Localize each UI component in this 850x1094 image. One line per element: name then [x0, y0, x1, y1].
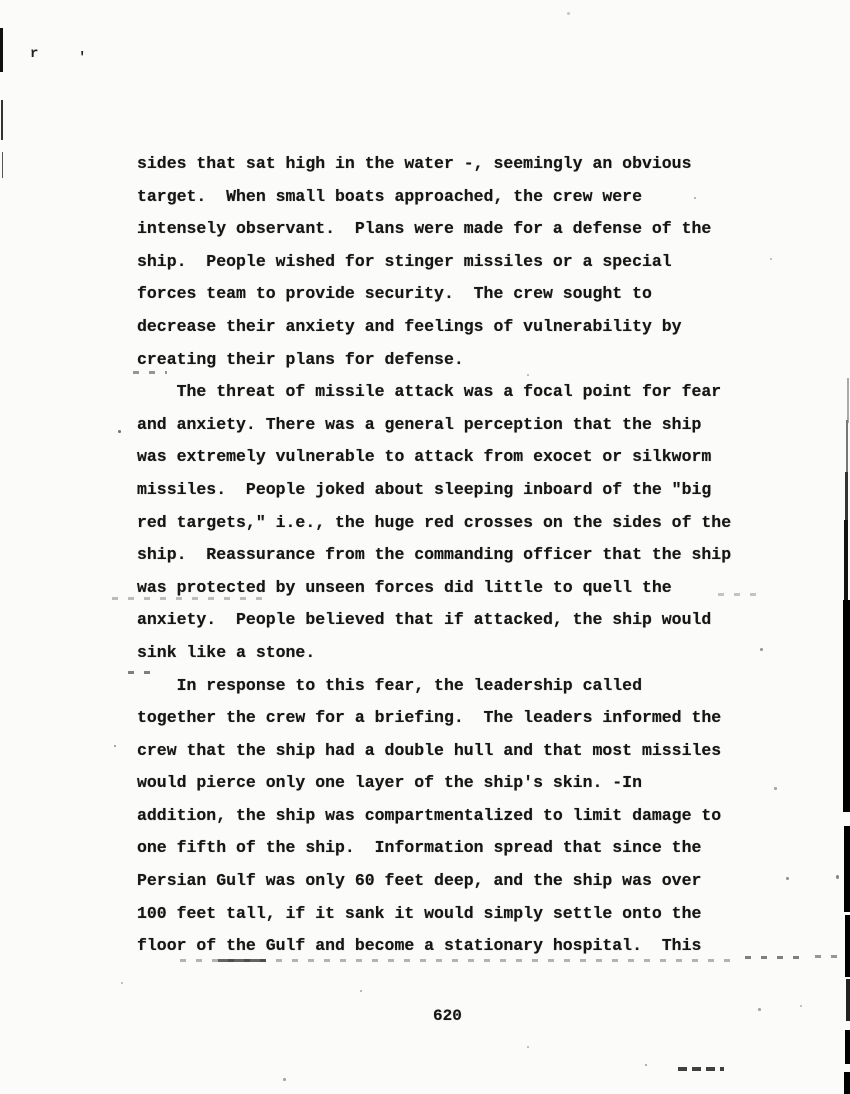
text-line: and anxiety. There was a general perception that the ship [137, 414, 702, 434]
text-line: creating their plans for defense. [137, 349, 464, 369]
scan-edge-bar-right [845, 915, 850, 977]
scan-edge-bar-right [847, 378, 849, 423]
scan-edge-bar-right [846, 420, 848, 475]
margin-stray-mark: ' [78, 50, 87, 66]
scan-edge-artifact-left [1, 100, 3, 140]
scan-speck [114, 745, 116, 747]
scan-speck [758, 1008, 761, 1011]
page-number: 620 [433, 1007, 462, 1025]
scan-speck [527, 1046, 529, 1048]
scan-edge-bar-right [845, 472, 848, 522]
scan-noise-row [815, 955, 843, 958]
text-line: sides that sat high in the water -, seemingly an obvious [137, 154, 692, 173]
text-line: decrease their anxiety and feelings of vulnerability by [137, 316, 682, 336]
text-line: The threat of missile attack was a focal point for fear [137, 382, 722, 402]
scan-edge-artifact-left [0, 28, 3, 72]
body-text [137, 148, 797, 963]
scan-edge-bar-right [844, 826, 850, 912]
scan-speck [786, 877, 789, 880]
scan-speck [567, 12, 570, 15]
text-line: one fifth of the ship. Information spread that since the [137, 838, 702, 858]
text-line: forces team to provide security. The crew sought to [137, 284, 652, 304]
scan-edge-bar-right [843, 600, 850, 812]
text-line: crew that the ship had a double hull and that most missiles [137, 740, 722, 760]
scan-noise-row [133, 371, 167, 374]
scan-speck [760, 648, 763, 651]
scan-speck [121, 982, 123, 984]
text-line: 100 feet tall, if it sank it would simply settle onto the [137, 903, 702, 923]
text-line: sink like a stone. [137, 642, 316, 662]
text-line: was protected by unseen forces did little to quell the [137, 577, 672, 597]
text-line: ship. People wished for stinger missiles or a special [137, 251, 672, 271]
scan-edge-bar-right [844, 1072, 850, 1094]
scan-noise-row [218, 959, 266, 962]
scan-speck [800, 1005, 802, 1007]
text-line: target. When small boats approached, the crew were [137, 186, 642, 206]
text-line: In response to this fear, the leadership called [137, 675, 642, 695]
text-line: floor of the Gulf and become a stationary hospital. This [137, 936, 702, 956]
scan-speck [360, 990, 362, 992]
text-line: missiles. People joked about sleeping inboard of the "big [137, 479, 712, 499]
scan-speck [836, 875, 839, 879]
scan-speck [694, 197, 696, 199]
text-line: addition, the ship was compartmentalized to limit damage to [137, 805, 722, 825]
text-line: Persian Gulf was only 60 feet deep, and the ship was over [137, 871, 702, 891]
scan-edge-bar-right [845, 1030, 850, 1064]
text-line: would pierce only one layer of the ship's skin. -In [137, 773, 642, 793]
scan-noise-row [745, 956, 805, 959]
scan-noise-row [718, 593, 758, 596]
scan-edge-bar-right [846, 979, 850, 1021]
scan-speck [283, 1078, 286, 1081]
text-line: intensely observant. Plans were made for a defense of the [137, 219, 712, 239]
text-line: was extremely vulnerable to attack from exocet or silkworm [137, 447, 712, 467]
scan-speck [774, 787, 777, 790]
scan-noise-dashes-bottom-right [678, 1067, 724, 1071]
scan-edge-artifact-left [2, 152, 4, 178]
text-line: anxiety. People believed that if attacked, the ship would [137, 610, 712, 630]
text-line: ship. Reassurance from the commanding officer that the ship [137, 545, 732, 565]
scan-speck [770, 258, 772, 260]
scan-speck [527, 374, 529, 376]
scan-speck [645, 1064, 647, 1066]
scan-noise-row [128, 671, 160, 674]
scan-noise-row [112, 597, 262, 600]
text-line: together the crew for a briefing. The leaders informed the [137, 708, 722, 728]
scan-speck [118, 430, 121, 433]
text-line: red targets," i.e., the huge red crosses on the sides of the [137, 512, 732, 532]
margin-stray-mark: r [30, 46, 39, 62]
scan-edge-bar-right [844, 520, 848, 602]
